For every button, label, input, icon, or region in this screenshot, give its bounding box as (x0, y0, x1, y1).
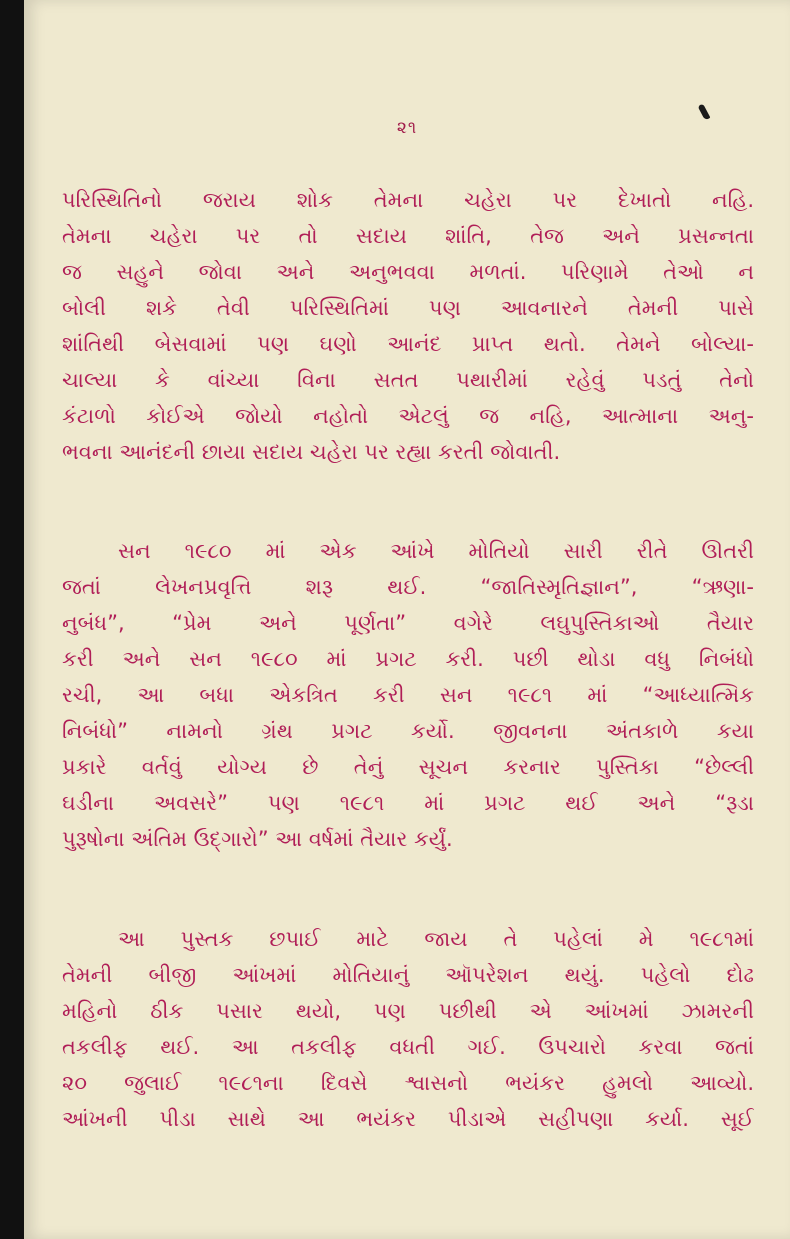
text-line: શાંતિથી બેસવામાં પણ ઘણો આનંદ પ્રાપ્ત થતો. તેમને બોલ્યા- (62, 332, 754, 356)
text-line: ઘડીના અવસરે” પણ ૧૯૮૧ માં પ્રગટ થઈ અને “રૂડા (62, 791, 754, 815)
text-line: તકલીફ થઈ. આ તકલીફ વધતી ગઈ. ઉપચારો કરવા જતાં (62, 1035, 754, 1059)
text-line: આંખની પીડા સાથે આ ભયંકર પીડાએ સહીપણા કર્યા. સૂઈ (62, 1107, 754, 1131)
text-line: તેમના ચહેરા પર તો સદાય શાંતિ, તેજ અને પ્રસન્નતા (62, 224, 754, 248)
paragraph-3 (62, 921, 754, 1137)
text-line: ૨૦ જુલાઈ ૧૯૮૧ના દિવસે શ્વાસનો ભયંકર હુમલો આવ્યો. (62, 1071, 754, 1095)
paragraph-2 (62, 533, 754, 857)
text-line: પ્રકારે વર્તવું યોગ્ય છે તેનું સૂચન કરનાર પુસ્તિકા “છેલ્લી (62, 755, 754, 779)
book-page (24, 0, 790, 1239)
text-line: આ પુસ્તક છપાઈ માટે જાય તે પહેલાં મે ૧૯૮૧માં (118, 927, 754, 951)
text-line: સન ૧૯૮૦ માં એક આંખે મોતિયો સારી રીતે ઊતરી (118, 539, 754, 563)
text-line: જતાં લેખનપ્રવૃત્તિ શરૂ થઈ. “જાતિસ્મૃતિજ્ઞાન”, “ઋણા- (62, 575, 754, 599)
text-line: ભવના આનંદની છાયા સદાય ચહેરા પર રહ્યા કરતી જોવાતી. (62, 440, 561, 464)
text-line: મહિનો ઠીક પસાર થયો, પણ પછીથી એ આંખમાં ઝામરની (62, 999, 754, 1023)
text-line: નુબંધ”, “પ્રેમ અને પૂર્ણતા” વગેરે લઘુપુસ્તિકાઓ તૈયાર (62, 611, 754, 635)
paragraph-1 (62, 182, 754, 470)
page-number: ૨૧ (396, 118, 418, 138)
text-line: રચી, આ બધા એકત્રિત કરી સન ૧૯૮૧ માં “આધ્યાત્મિક (62, 683, 754, 707)
text-line: કંટાળો કોઈએ જોયો નહોતો એટલું જ નહિ, આત્માના અનુ- (62, 404, 754, 428)
text-line: જ સહુને જોવા અને અનુભવવા મળતાં. પરિણામે તેઓ ન (62, 260, 754, 284)
text-line: બોલી શકે તેવી પરિસ્થિતિમાં પણ આવનારને તેમની પાસે (62, 296, 754, 320)
text-line: નિબંધો” નામનો ગ્રંથ પ્રગટ કર્યો. જીવનના અંતકાળે કયા (62, 719, 754, 743)
text-line: કરી અને સન ૧૯૮૦ માં પ્રગટ કરી. પછી થોડા વધુ નિબંધો (62, 647, 754, 671)
text-line: પુરૂષોના અંતિમ ઉદ્ગારો” આ વર્ષમાં તૈયાર કર્યું. (62, 827, 453, 851)
text-line: પરિસ્થિતિનો જરાય શોક તેમના ચહેરા પર દેખાતો નહિ. (62, 188, 754, 212)
text-line: તેમની બીજી આંખમાં મોતિયાનું ઑપરેશન થયું. પહેલો દોઢ (62, 963, 754, 987)
text-line: ચાલ્યા કે વાંચ્યા વિના સતત પથારીમાં રહેવું પડતું તેનો (62, 368, 754, 392)
